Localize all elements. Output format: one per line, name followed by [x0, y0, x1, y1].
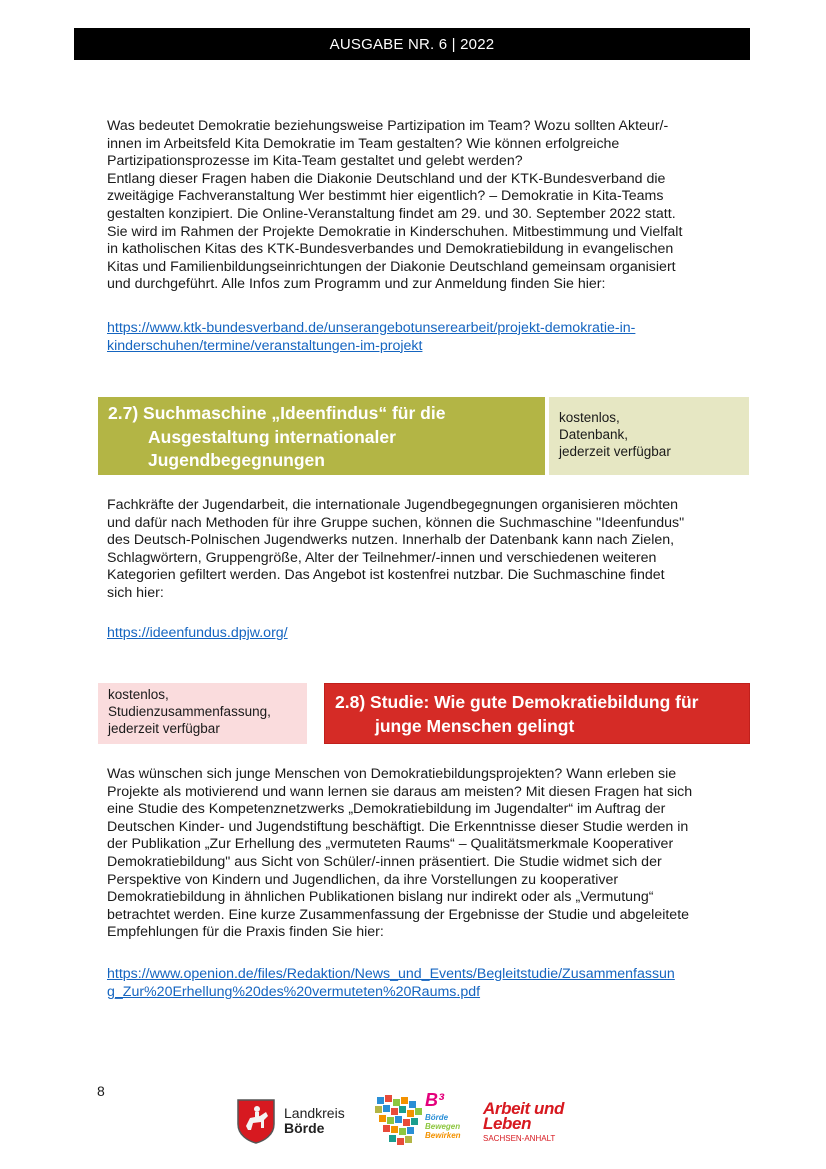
issue-header-bar — [74, 28, 750, 60]
tag-type: Studienzusammenfassung, — [108, 704, 271, 719]
text-line: Fachkräfte der Jugendarbeit, die internationale Jugendbegegnungen organisieren möchten — [107, 497, 679, 513]
arbeit-und-text: Arbeit und — [483, 1099, 564, 1118]
text-line: betrachtet werden. Eine kurze Zusammenfassung der Ergebnisse der Studie und abgeleitete — [107, 906, 690, 923]
intro-paragraph — [107, 118, 747, 294]
landkreis-text: Landkreis — [284, 1105, 345, 1121]
link-line[interactable]: https://www.openion.de/files/Redaktion/News_und_Events/Begleitstudie/Zusammenfassun — [107, 966, 675, 982]
ideenfundus-link[interactable] — [107, 625, 288, 643]
section-2-7-tags — [549, 397, 749, 475]
section-2-7-body — [107, 497, 747, 603]
footer-logos — [236, 1090, 576, 1151]
heading-line: Jugendbegegnungen — [148, 450, 325, 470]
heading-line: junge Menschen gelingt — [375, 715, 575, 736]
text-line: des Deutsch-Polnischen Jugendwerks nutzen. Innerhalb der Datenbank kann nach Zielen, — [107, 532, 675, 549]
section-2-8-tags — [98, 683, 307, 744]
text-line: Entlang dieser Fragen haben die Diakonie Deutschland und der KTK-Bundesverband die — [107, 170, 666, 187]
b3-line-boerde: Börde — [425, 1113, 449, 1122]
link-line[interactable]: kinderschuhen/termine/veranstaltungen-im-projekt — [107, 337, 423, 354]
text-line: Deutschen Kinder- und Jugendstiftung beschäftigt. Die Erkenntnisse dieser Studie werden in — [107, 818, 689, 835]
section-2-7-heading — [98, 397, 545, 475]
tag-cost: kostenlos, — [559, 410, 620, 425]
boerde-text: Börde — [284, 1120, 325, 1136]
text-line: Kategorien gefiltert werden. Das Angebot ist kostenfrei nutzbar. Die Suchmaschine findet — [107, 567, 665, 584]
text-line: Was wünschen sich junge Menschen von Demokratiebildungsprojekten? Wann erleben sie — [107, 766, 677, 782]
link-line[interactable]: https://www.ktk-bundesverband.de/unserangebotunserearbeit/projekt-demokratie-in- — [107, 320, 636, 336]
issue-title: AUSGABE NR. 6 | 2022 — [329, 35, 495, 53]
b3-logo — [373, 1090, 463, 1153]
tag-availability: jederzeit verfügbar — [108, 721, 220, 736]
landkreis-boerde-logo — [236, 1098, 345, 1144]
heading-line: 2.7) Suchmaschine „Ideenfindus“ für die — [108, 403, 446, 423]
b3-line-bewirken: Bewirken — [425, 1131, 461, 1140]
link-line[interactable]: g_Zur%20Erhellung%20des%20vermuteten%20Raums.pdf — [107, 983, 481, 1000]
text-line: Projekte als motivierend und wann lernen sie daraus am meisten? Mit diesen Fragen hat sich — [107, 783, 693, 800]
b3-line-bewegen: Bewegen — [425, 1122, 461, 1131]
openion-study-link[interactable] — [107, 966, 675, 1001]
text-line: Partizipationsprozesse im Kita-Team gestaltet und gelebt werden? — [107, 153, 523, 170]
text-line: zweitägige Fachveranstaltung Wer bestimmt hier eigentlich? – Demokratie in Kita-Teams — [107, 188, 664, 205]
text-line: Was bedeutet Demokratie beziehungsweise Partizipation im Team? Wozu sollten Akteur/- — [107, 118, 669, 134]
text-line: in katholischen Kitas des KTK-Bundesverbandes und Demokratiebildung in evangelischen — [107, 241, 674, 258]
b3-mosaic-icon — [373, 1093, 429, 1149]
tag-cost: kostenlos, — [108, 687, 169, 702]
arbeit-und-leben-logo — [483, 1101, 564, 1143]
section-2-8-heading — [324, 683, 750, 744]
text-line: der Publikation „Zur Erhellung des „vermuteten Raums“ – Qualitätsmerkmale Kooperativer — [107, 836, 674, 853]
text-line: sich hier: — [107, 584, 164, 601]
text-line: Demokratiebildung in ähnlichen Publikationen bislang nur indirekt oder als „Vermutung“ — [107, 889, 654, 906]
text-line: innen im Arbeitsfeld Kita Demokratie im Team gestalten? Wie können erfolgreiche — [107, 135, 620, 152]
text-line: Kitas und Familienbildungseinrichtungen der Diakonie Deutschland gemeinsam organisiert — [107, 258, 676, 275]
page-number: 8 — [97, 1083, 105, 1099]
heading-line: Ausgestaltung internationaler — [148, 426, 396, 447]
text-line: eine Studie des Kompetenznetzwerks „Demokratiebildung im Jugendalter“ im Auftrag der — [107, 801, 666, 818]
tag-availability: jederzeit verfügbar — [559, 444, 671, 459]
text-line: und dafür nach Methoden für ihre Gruppe suchen, können die Suchmaschine "Ideenfundus" — [107, 514, 685, 531]
text-line: und durchgeführt. Alle Infos zum Programm und zur Anmeldung finden Sie hier: — [107, 276, 606, 293]
text-line: Schlagwörtern, Gruppengröße, Alter der Teilnehmer/-innen und verschiedenen weiteren — [107, 549, 657, 566]
text-line: Demokratiebildung" aus Sicht von Schüler/-innen präsentiert. Die Studie widmet sich der — [107, 853, 662, 870]
b3-mark: B³ — [425, 1090, 444, 1110]
text-line: Empfehlungen für die Praxis finden Sie hier: — [107, 924, 384, 941]
leben-text: Leben — [483, 1114, 532, 1133]
link-line[interactable]: https://ideenfundus.dpjw.org/ — [107, 625, 288, 641]
ktk-event-link[interactable] — [107, 320, 635, 355]
heading-line: 2.8) Studie: Wie gute Demokratiebildung für — [335, 692, 699, 712]
text-line: gestalten konzipiert. Die Online-Veranstaltung findet am 29. und 30. September 2022 statt. — [107, 205, 676, 222]
sachsen-anhalt-text: SACHSEN-ANHALT — [483, 1134, 556, 1143]
tag-type: Datenbank, — [559, 427, 629, 442]
text-line: Sie wird im Rahmen der Projekte Demokratie in Kinderschuhen. Mitbestimmung und Vielfalt — [107, 223, 683, 240]
text-line: Perspektive von Kindern und Jugendlichen, da ihre Vorstellungen zu kooperativer — [107, 871, 619, 888]
coat-of-arms-icon — [236, 1098, 276, 1144]
section-2-8-body — [107, 766, 747, 942]
